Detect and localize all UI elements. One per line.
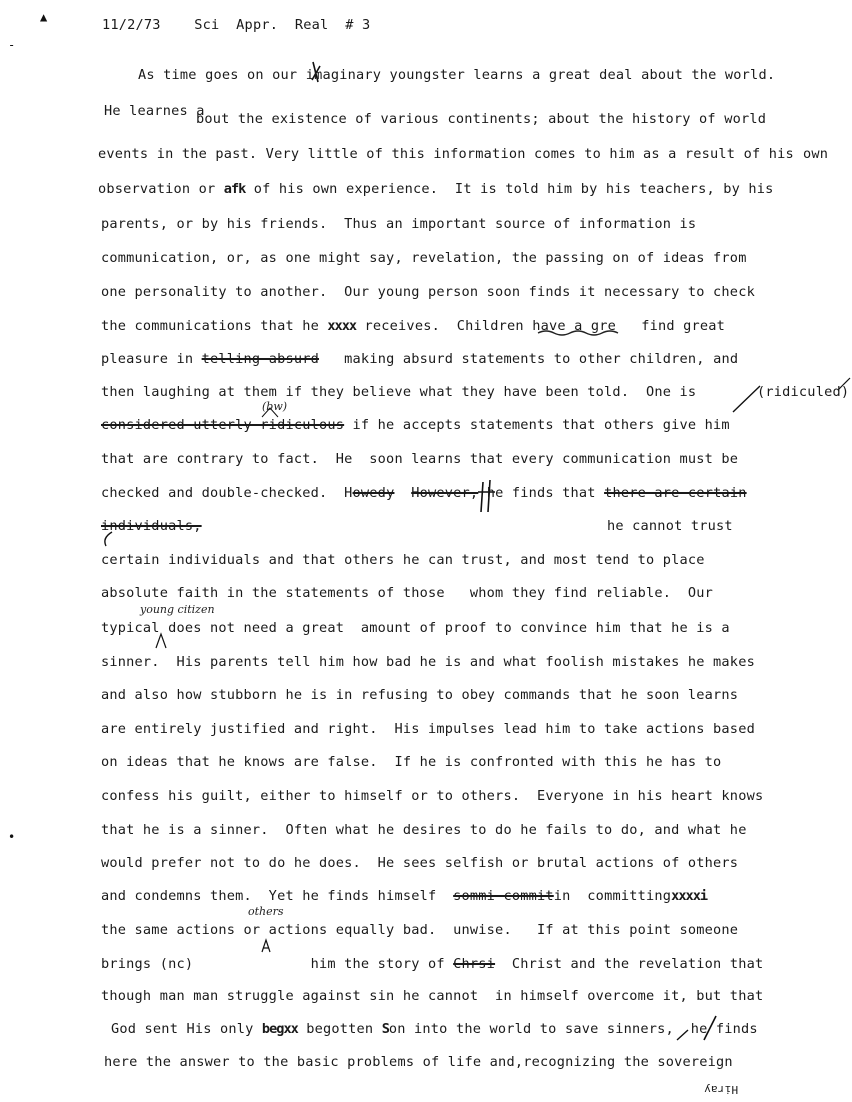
handwritten-note: (bw) <box>262 400 288 413</box>
caret-typical <box>156 634 166 648</box>
text-segment: on into the world to save sinners, <box>388 1021 674 1037</box>
header-date: 11/2/73 <box>102 17 161 33</box>
text-line: that he is a sinner. Often what he desires to do he fails to do, and what he <box>101 822 747 838</box>
handwritten-note: others <box>248 905 284 918</box>
text-line <box>98 181 774 197</box>
text-line: parents, or by his friends. Thus an important source of information is <box>101 216 697 232</box>
text-segment: observation or <box>98 181 224 197</box>
text-line <box>138 67 775 83</box>
insert-line <box>733 386 760 412</box>
text-segment: pleasure in <box>101 351 202 367</box>
text-segment: checked and double-checked. H <box>101 485 353 501</box>
text-segment: and condemns them. Yet he finds himself <box>101 888 454 904</box>
text-line <box>101 518 202 534</box>
typed-over-text: xxxx <box>327 318 357 334</box>
text-segment: God sent His only <box>111 1021 262 1037</box>
text-line: absolute faith in the statements of those whom they find reliable. Our <box>101 585 714 601</box>
struck-text: telling absurd <box>201 351 320 367</box>
text-line: then laughing at them if they believe what they have been told. One is <box>101 384 697 400</box>
footer-mark <box>704 1080 738 1097</box>
handwritten-insert: (ridiculed) <box>757 384 850 400</box>
text-line <box>101 318 725 334</box>
text-segment: im <box>305 67 323 83</box>
text-segment: of his own experience. It is told him by his teachers, by his <box>245 181 774 197</box>
text-line: certain individuals and that others he can trust, and most tend to place <box>101 552 705 568</box>
text-line: would prefer not to do he does. He sees selfish or brutal actions of others <box>101 855 739 871</box>
struck-text: owedy <box>352 485 395 501</box>
handwritten-note: young citizen <box>140 603 215 616</box>
text-line: though man man struggle against sin he cannot in himself overcome it, but that <box>101 988 764 1004</box>
text-segment: Christ and the revelation that <box>495 956 764 972</box>
header-section: Real <box>294 17 329 33</box>
text-line: one personality to another. Our young person soon finds it necessary to check <box>101 284 755 300</box>
typed-over-text: xxxxi <box>671 888 708 904</box>
text-line <box>101 485 747 501</box>
margin-triangle-mark: ▲ <box>40 10 48 24</box>
text-line-margin: own <box>803 146 829 162</box>
text-segment: As time goes on our <box>138 67 306 83</box>
margin-dot-mark: • <box>8 830 16 844</box>
text-line: typical does not need a great amount of proof to convince him that he is a <box>101 620 730 636</box>
struck-text: considered utterly ridiculous <box>101 417 345 433</box>
header-number: # 3 <box>345 17 371 33</box>
text-line <box>101 417 730 433</box>
text-line: and also how stubborn he is in refusing to obey commands that he soon learns <box>101 687 739 703</box>
curve-mark <box>105 532 112 546</box>
text-segment: he finds that <box>478 485 605 501</box>
text-line: that are contrary to fact. He soon learns that every communication must be <box>101 451 739 467</box>
caret-actions <box>262 940 270 952</box>
text-line: the same actions or actions equally bad. unwise. If at this point someone <box>101 922 739 938</box>
typed-over-text: S <box>381 1021 389 1037</box>
text-line: on ideas that he knows are false. If he is confronted with this he has to <box>101 754 722 770</box>
text-segment: in committing <box>553 888 672 904</box>
text-line: here the answer to the basic problems of life and,recognizing the sovereign <box>104 1054 733 1070</box>
text-line: confess his guilt, either to himself or to others. Everyone in his heart knows <box>101 788 764 804</box>
typed-over-text: begxx <box>261 1021 298 1037</box>
text-line: bout the existence of various continents; about the history of world <box>196 111 767 127</box>
struck-text: However, <box>411 485 479 501</box>
text-segment: aginary youngster learns a great deal about the world. <box>322 67 776 83</box>
text-segment: brings (nc) him the story of <box>101 956 454 972</box>
margin-dash-mark: - <box>8 38 16 52</box>
header-course: Sci Appr. <box>194 17 279 33</box>
struck-text: Chrsi <box>453 956 496 972</box>
struck-text: sommi commit <box>453 888 554 904</box>
text-line: events in the past. Very little of this information comes to him as a result of his <box>98 146 794 162</box>
text-segment: the communications that he <box>101 318 328 334</box>
header-line <box>102 17 370 33</box>
text-line <box>101 956 763 972</box>
text-segment: making absurd statements to other children, and <box>319 351 739 367</box>
text-line: sinner. His parents tell him how bad he is and what foolish mistakes he makes <box>101 654 755 670</box>
text-segment <box>394 485 411 501</box>
text-line: are entirely justified and right. His impulses lead him to take actions based <box>101 721 755 737</box>
text-line: communication, or, as one might say, revelation, the passing on of ideas from <box>101 250 747 266</box>
text-segment: he finds <box>673 1021 758 1037</box>
text-segment: find great <box>616 318 726 334</box>
typed-over-text: afk <box>223 181 246 197</box>
underlined-text: have a gre <box>532 318 617 334</box>
text-line <box>101 888 707 904</box>
text-line: He learnes a <box>104 103 205 119</box>
footer-mark-text: Hiray <box>704 1083 739 1096</box>
text-line: he cannot trust <box>607 518 733 534</box>
text-segment: begotten <box>297 1021 382 1037</box>
struck-text: individuals, <box>101 518 202 534</box>
text-segment: receives. Children <box>356 318 533 334</box>
text-segment: if he accepts statements that others give him <box>344 417 730 433</box>
text-line <box>101 351 738 367</box>
text-line <box>111 1021 758 1037</box>
struck-text: there are certain <box>604 485 747 501</box>
